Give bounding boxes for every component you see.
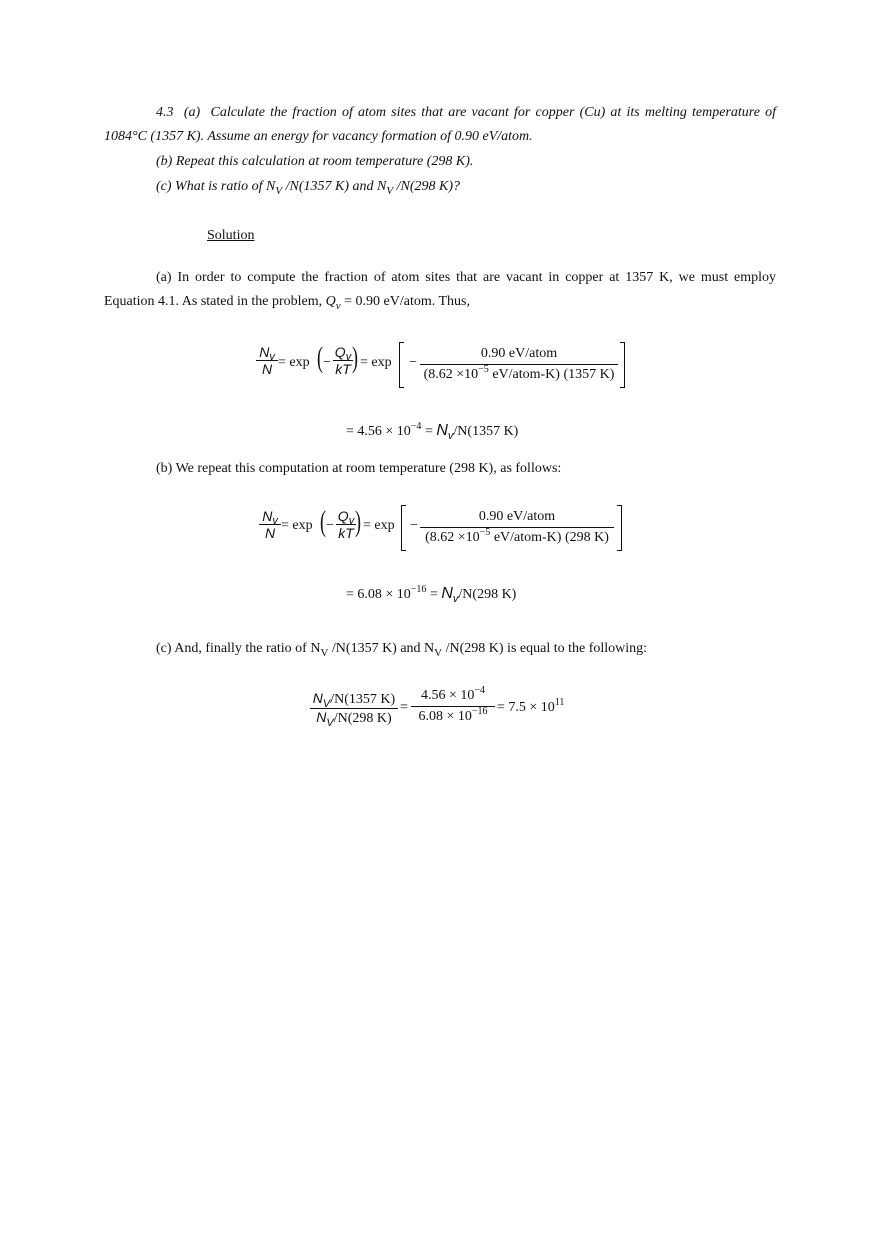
solution-a-line-2 — [104, 290, 470, 314]
eq1-exp-1: = exp — [278, 355, 310, 370]
solution-c — [156, 637, 647, 661]
solution-a-text-1: (a) In order to compute the fraction of atom sites that are vacant in copper at 1357 K, we must employ — [156, 270, 776, 285]
eq1-result-sup: −4 — [410, 421, 422, 432]
eq2-result-sup: −16 — [410, 584, 427, 595]
eq2-rbracket — [617, 505, 622, 551]
eq2-lbracket — [401, 505, 406, 551]
eq3-mid-num-sup: −4 — [474, 685, 486, 696]
eq2-rhs-den-pre: (8.62 ×10 — [425, 530, 480, 545]
eq1-rhs-den-pre: (8.62 ×10 — [423, 367, 479, 382]
eq1-rhs-bar — [420, 364, 618, 365]
eq2-q-sub: v — [348, 515, 355, 527]
eq1-result-nv: N — [436, 422, 448, 439]
eq3-result-pre: = 7.5 × 10 — [497, 700, 555, 715]
eq2-lparen: ( — [320, 505, 326, 538]
eq1-q-sub: v — [345, 351, 352, 363]
solution-a-q: Q — [325, 294, 336, 309]
solution-a-q-sub: v — [335, 300, 341, 312]
solution-c-post: /N(298 K) is equal to the following: — [442, 641, 648, 656]
solution-heading: Solution — [207, 228, 255, 243]
eq3-result-sup: 11 — [554, 697, 565, 708]
eq1-rhs-num: 0.90 eV/atom — [480, 346, 558, 361]
problem-c-text-post: /N(298 K)? — [393, 179, 460, 194]
eq1-exp-2: = exp — [360, 355, 392, 370]
problem-c-sub2: V — [386, 185, 394, 197]
problem-a-text-1: Calculate the fraction of atom sites that are vacant for copper (Cu) at its melting temperature of — [210, 105, 777, 120]
eq2-q-fraction — [336, 508, 356, 541]
eq3-mid-den — [411, 706, 495, 725]
eq1-q-letter: Q — [334, 344, 346, 360]
problem-line-2 — [104, 125, 533, 149]
problem-a-text-2: 1084°C (1357 K). Assume an energy for vacancy formation of 0.90 eV/atom. — [104, 129, 533, 144]
eq2-exp-1: = exp — [281, 518, 313, 533]
eq1-lhs-den: N — [261, 361, 273, 377]
problem-line-1 — [104, 101, 776, 125]
eq1-rparen: ) — [352, 341, 358, 374]
solution-a-text-2-pre: Equation 4.1. As stated in the problem, — [104, 294, 326, 309]
eq2-exp-2: = exp — [363, 518, 395, 533]
problem-number: 4.3 — [156, 105, 174, 120]
eq1-q-fraction — [333, 344, 353, 377]
eq1-rhs-den — [420, 364, 618, 383]
eq1-result-post: /N(1357 K) — [453, 424, 519, 439]
eq1-lhs-num — [256, 344, 278, 363]
eq2-rhs-den-sup: −5 — [479, 527, 491, 538]
eq2-result — [346, 585, 516, 603]
eq3-lhs-den-post: /N(298 K) — [333, 711, 392, 726]
solution-c-pre: (c) And, finally the ratio of N — [156, 641, 321, 656]
eq3-lhs-num-post: /N(1357 K) — [330, 692, 396, 707]
eq2-minus: − — [326, 518, 334, 533]
problem-c-text-mid: /N(1357 K) and N — [282, 179, 387, 194]
problem-c-text-pre: (c) What is ratio of N — [156, 179, 276, 194]
solution-a-line-1 — [104, 266, 776, 290]
problem-b-text: (b) Repeat this calculation at room temperature (298 K). — [156, 154, 474, 169]
problem-a-label: (a) — [183, 105, 201, 120]
eq3-mid-den-pre: 6.08 × 10 — [418, 709, 472, 724]
eq2-lhs-den: N — [264, 525, 276, 541]
eq2-rhs-fraction — [420, 509, 614, 546]
eq1-rhs-den-post: eV/atom-K) (1357 K) — [488, 367, 615, 382]
eq1-lhs-fraction — [256, 344, 278, 377]
eq3-lhs-den-sub: V — [326, 717, 334, 729]
eq1-lhs-num-n: N — [259, 344, 270, 360]
eq1-result-nv-sub: v — [447, 430, 454, 442]
eq2-lhs-num-sub: v — [272, 515, 278, 527]
eq1-rbracket — [620, 342, 625, 388]
eq1-minus-2: − — [409, 355, 417, 370]
eq2-rhs-num: 0.90 eV/atom — [478, 509, 556, 524]
eq1-kt: kT — [335, 361, 351, 377]
eq1-rhs-den-sup: −5 — [478, 364, 489, 375]
solution-c-sub2: V — [434, 647, 443, 659]
eq2-rhs-den-post: eV/atom-K) (298 K) — [490, 530, 609, 545]
eq3-lhs-num — [310, 690, 398, 708]
eq1-q-num — [333, 344, 353, 363]
eq3-mid-num-pre: 4.56 × 10 — [420, 688, 475, 703]
eq3-mid-den-sup: −16 — [471, 706, 488, 717]
problem-c-sub1: V — [275, 185, 283, 197]
eq1-result-mid: = — [421, 424, 437, 439]
eq3-lhs-num-n: N — [312, 690, 323, 706]
problem-c — [156, 175, 460, 199]
eq2-lhs-num-n: N — [262, 508, 273, 524]
eq2-result-pre: = 6.08 × 10 — [346, 587, 411, 602]
eq2-lhs-num — [259, 508, 281, 527]
solution-b: (b) We repeat this computation at room temperature (298 K), as follows: — [156, 461, 562, 476]
eq1-result — [346, 422, 518, 440]
eq1-rhs-fraction — [420, 346, 618, 383]
problem-b — [156, 150, 473, 174]
solution-c-sub1: V — [320, 647, 329, 659]
eq3-lhs-den-n: N — [316, 709, 327, 725]
eq3-lhs-num-sub: V — [322, 698, 331, 710]
eq2-minus-2: − — [410, 518, 418, 533]
eq3-mid-fraction — [411, 685, 495, 725]
eq1-result-pre: = 4.56 × 10 — [346, 424, 411, 439]
solution-c-mid: /N(1357 K) and N — [328, 641, 435, 656]
eq2-q-letter: Q — [337, 508, 349, 524]
eq2-result-mid: = — [426, 587, 442, 602]
eq2-result-nv-sub: v — [452, 593, 459, 605]
solution-a-text-2-post: = 0.90 eV/atom. Thus, — [340, 294, 471, 309]
eq3-equals: = — [400, 700, 408, 715]
eq1-lparen: ( — [317, 341, 323, 374]
eq2-kt: kT — [338, 525, 354, 541]
eq2-rhs-den — [420, 527, 614, 546]
eq3-lhs-fraction — [310, 690, 398, 727]
eq2-result-post: /N(298 K) — [458, 587, 517, 602]
eq2-result-nv: N — [441, 585, 453, 602]
eq3-lhs-den — [310, 709, 398, 727]
eq1-lbracket — [399, 342, 404, 388]
eq3-result — [497, 697, 565, 716]
eq2-lhs-fraction — [259, 508, 281, 541]
eq2-rparen: ) — [355, 505, 361, 538]
eq2-q-num — [336, 508, 356, 527]
eq3-mid-num — [411, 685, 495, 704]
eq2-rhs-bar — [420, 527, 614, 528]
eq1-lhs-num-sub: v — [269, 351, 275, 363]
eq1-minus: − — [323, 355, 331, 370]
